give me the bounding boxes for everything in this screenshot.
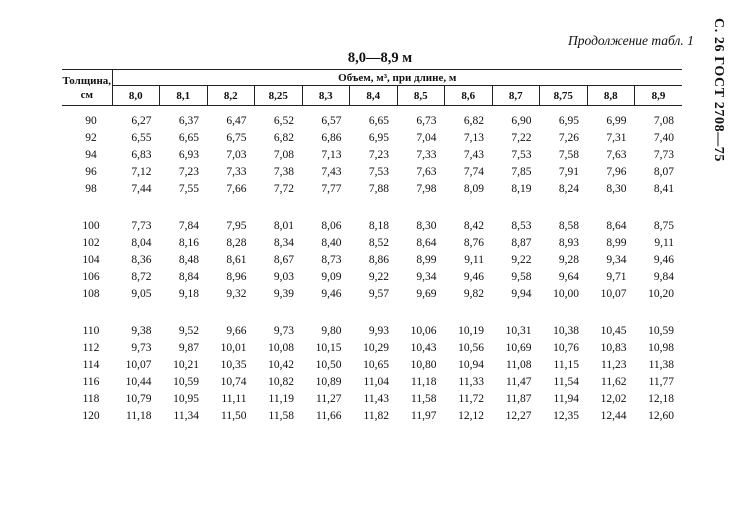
volume-cell: 8,52 — [368, 236, 389, 249]
volume-cell: 9,18 — [178, 287, 199, 300]
volume-cell: 10,00 — [553, 287, 579, 300]
volume-cell: 9,22 — [511, 253, 532, 266]
thickness-cell: 116 — [82, 375, 100, 388]
volume-cell: 7,63 — [416, 165, 437, 178]
length-header-cell: 8,75 — [540, 86, 588, 106]
volume-cell: 7,33 — [226, 165, 247, 178]
length-header-row — [62, 86, 682, 106]
volume-cell: 10,89 — [315, 375, 342, 388]
volume-cell: 9,34 — [606, 253, 627, 266]
volume-cell: 10,31 — [505, 324, 532, 337]
volume-cell: 11,62 — [601, 375, 627, 388]
volume-cell: 12,27 — [505, 409, 532, 422]
length-header-cell: 8,6 — [445, 86, 493, 106]
thickness-cell: 98 — [85, 182, 97, 195]
volume-cell: 7,08 — [273, 148, 294, 161]
volume-cell: 8,64 — [606, 219, 627, 232]
volume-cell: 9,11 — [464, 253, 484, 266]
volume-cell: 11,58 — [268, 409, 294, 422]
volume-cell: 8,19 — [511, 182, 532, 195]
volume-cell: 6,83 — [131, 148, 152, 161]
table-row — [62, 251, 682, 268]
volume-cell: 6,27 — [131, 114, 152, 127]
volume-cell: 10,69 — [505, 341, 532, 354]
volume-cell: 11,77 — [648, 375, 675, 388]
volume-cell: 8,48 — [178, 253, 199, 266]
volume-cell: 12,12 — [458, 409, 484, 422]
volume-cell: 9,93 — [368, 324, 389, 337]
volume-cell: 10,76 — [553, 341, 579, 354]
volume-cell: 8,30 — [606, 182, 627, 195]
thickness-cell: 104 — [82, 253, 100, 266]
volume-cell: 7,85 — [511, 165, 532, 178]
thickness-cell: 92 — [85, 131, 97, 144]
length-header-cell: 8,7 — [492, 86, 540, 106]
volume-cell: 8,87 — [511, 236, 532, 249]
volume-cell: 7,38 — [273, 165, 294, 178]
thickness-cell: 120 — [82, 409, 100, 422]
length-range-title: 8,0—8,9 м — [347, 50, 413, 66]
table-row — [62, 407, 682, 424]
volume-cell: 8,76 — [463, 236, 484, 249]
thickness-cell: 114 — [82, 358, 100, 371]
volume-group-header: Объем, м³, при длине, м — [112, 70, 682, 86]
thickness-cell: 118 — [82, 392, 100, 405]
volume-cell: 7,53 — [511, 148, 532, 161]
volume-cell: 9,46 — [321, 287, 342, 300]
volume-cell: 9,73 — [131, 341, 152, 354]
volume-cell: 10,07 — [125, 358, 152, 371]
volume-cell: 8,58 — [558, 219, 579, 232]
volume-cell: 6,86 — [321, 131, 342, 144]
volume-cell: 10,35 — [220, 358, 247, 371]
volume-cell: 7,23 — [368, 148, 389, 161]
volume-cell: 11,33 — [458, 375, 484, 388]
volume-cell: 11,72 — [458, 392, 484, 405]
volume-cell: 10,80 — [410, 358, 437, 371]
volume-cell: 6,57 — [321, 114, 342, 127]
volume-cell: 7,12 — [131, 165, 152, 178]
volume-cell: 8,93 — [558, 236, 579, 249]
volume-cell: 7,96 — [606, 165, 627, 178]
volume-cell: 7,55 — [178, 182, 199, 195]
volume-cell: 7,91 — [558, 165, 579, 178]
volume-cell: 10,95 — [173, 392, 199, 405]
volume-cell: 9,84 — [653, 270, 675, 283]
volume-cell: 10,19 — [458, 324, 484, 337]
volume-cell: 8,99 — [606, 236, 627, 249]
volume-cell: 10,65 — [363, 358, 389, 371]
volume-cell: 10,06 — [410, 324, 437, 337]
volume-cell: 8,96 — [226, 270, 247, 283]
volume-cell: 7,33 — [416, 148, 437, 161]
volume-cell: 6,93 — [178, 148, 199, 161]
length-header-cell: 8,3 — [302, 86, 350, 106]
volume-cell: 7,13 — [321, 148, 342, 161]
volume-cell: 11,54 — [553, 375, 579, 388]
volume-cell: 11,15 — [553, 358, 579, 371]
volume-cell: 10,45 — [600, 324, 627, 337]
volume-cell: 8,06 — [321, 219, 342, 232]
volume-cell: 7,72 — [273, 182, 294, 195]
volume-cell: 8,28 — [226, 236, 247, 249]
volume-cell: 11,47 — [506, 375, 532, 388]
volume-cell: 11,34 — [173, 409, 199, 422]
volume-cell: 8,07 — [653, 165, 675, 178]
volume-cell: 7,53 — [368, 165, 389, 178]
table-row — [62, 285, 682, 302]
volume-cell: 9,28 — [558, 253, 579, 266]
volume-cell: 9,09 — [321, 270, 342, 283]
length-header-cell: 8,5 — [397, 86, 445, 106]
volume-cell: 12,18 — [648, 392, 675, 405]
volume-cell: 9,87 — [178, 341, 199, 354]
volume-cell: 7,04 — [416, 131, 437, 144]
volume-cell: 10,98 — [648, 341, 675, 354]
volume-cell: 9,66 — [226, 324, 247, 337]
volume-cell: 7,43 — [321, 165, 342, 178]
group-spacer — [62, 302, 682, 322]
volume-cell: 9,94 — [511, 287, 532, 300]
volume-table — [62, 69, 682, 424]
volume-cell: 8,42 — [463, 219, 484, 232]
volume-cell: 6,73 — [416, 114, 437, 127]
volume-cell: 8,18 — [368, 219, 389, 232]
table-row — [62, 373, 682, 390]
volume-cell: 10,08 — [268, 341, 294, 354]
table-row — [62, 129, 682, 146]
volume-cell: 9,80 — [321, 324, 342, 337]
thickness-cell: 106 — [82, 270, 100, 283]
volume-cell: 9,22 — [368, 270, 389, 283]
table-row — [62, 268, 682, 285]
volume-cell: 8,84 — [178, 270, 199, 283]
volume-cell: 6,95 — [558, 114, 579, 127]
volume-cell: 7,95 — [226, 219, 247, 232]
volume-cell: 10,50 — [315, 358, 342, 371]
volume-cell: 9,38 — [131, 324, 152, 337]
volume-cell: 10,15 — [315, 341, 342, 354]
volume-cell: 8,75 — [653, 219, 675, 232]
volume-cell: 7,74 — [463, 165, 484, 178]
volume-cell: 10,21 — [173, 358, 199, 371]
table-row — [62, 356, 682, 373]
table-row — [62, 106, 682, 130]
volume-cell: 6,82 — [273, 131, 294, 144]
volume-cell: 10,79 — [125, 392, 152, 405]
volume-cell: 10,07 — [600, 287, 627, 300]
volume-cell: 8,16 — [178, 236, 199, 249]
volume-cell: 11,23 — [601, 358, 627, 371]
page-running-header: С. 26 ГОСТ 2708—75 — [711, 18, 726, 162]
volume-cell: 7,40 — [653, 131, 675, 144]
length-header-cell: 8,9 — [635, 86, 683, 106]
volume-cell: 7,26 — [558, 131, 579, 144]
volume-cell: 10,20 — [648, 287, 675, 300]
volume-cell: 9,34 — [416, 270, 437, 283]
thickness-cell: 100 — [82, 219, 100, 232]
group-spacer-cell — [62, 197, 682, 217]
volume-cell: 10,38 — [553, 324, 579, 337]
volume-cell: 11,82 — [363, 409, 389, 422]
table-row — [62, 180, 682, 197]
volume-cell: 8,34 — [273, 236, 294, 249]
volume-cell: 11,27 — [316, 392, 342, 405]
volume-cell: 10,59 — [648, 324, 675, 337]
volume-cell: 7,88 — [368, 182, 389, 195]
volume-cell: 7,77 — [321, 182, 342, 195]
volume-cell: 11,66 — [316, 409, 342, 422]
group-spacer — [62, 197, 682, 217]
volume-cell: 11,18 — [126, 409, 152, 422]
volume-cell: 9,39 — [273, 287, 294, 300]
volume-cell: 11,97 — [411, 409, 437, 422]
volume-cell: 10,43 — [410, 341, 437, 354]
length-header-cell: 8,8 — [587, 86, 635, 106]
group-spacer-cell — [62, 302, 682, 322]
volume-cell: 10,83 — [600, 341, 627, 354]
volume-cell: 11,19 — [268, 392, 294, 405]
volume-cell: 6,65 — [178, 131, 199, 144]
volume-cell: 7,13 — [463, 131, 484, 144]
volume-cell: 7,43 — [463, 148, 484, 161]
volume-cell: 12,35 — [553, 409, 579, 422]
volume-cell: 10,44 — [125, 375, 152, 388]
volume-cell: 6,99 — [606, 114, 627, 127]
volume-cell: 9,73 — [273, 324, 294, 337]
volume-cell: 9,57 — [368, 287, 389, 300]
volume-cell: 11,50 — [221, 409, 247, 422]
volume-cell: 6,55 — [131, 131, 152, 144]
thickness-cell: 90 — [85, 114, 97, 127]
volume-cell: 9,46 — [463, 270, 484, 283]
table-row — [62, 339, 682, 356]
volume-cell: 10,42 — [268, 358, 294, 371]
volume-cell: 8,53 — [511, 219, 532, 232]
volume-cell: 7,03 — [226, 148, 247, 161]
volume-cell: 10,94 — [458, 358, 484, 371]
length-header-cell: 8,25 — [255, 86, 303, 106]
volume-cell: 12,44 — [600, 409, 627, 422]
volume-cell: 8,30 — [416, 219, 437, 232]
volume-cell: 10,56 — [458, 341, 484, 354]
volume-cell: 10,59 — [173, 375, 199, 388]
volume-cell: 9,58 — [511, 270, 532, 283]
volume-cell: 8,09 — [463, 182, 484, 195]
table-row — [62, 146, 682, 163]
volume-cell: 8,61 — [226, 253, 247, 266]
volume-cell: 7,84 — [178, 219, 199, 232]
volume-cell: 9,71 — [606, 270, 627, 283]
thickness-cell: 112 — [82, 341, 100, 354]
volume-cell: 7,08 — [653, 114, 675, 127]
volume-cell: 7,63 — [606, 148, 627, 161]
volume-cell: 8,40 — [321, 236, 342, 249]
volume-cell: 11,38 — [648, 358, 675, 371]
volume-cell: 10,01 — [220, 341, 247, 354]
volume-table-body — [62, 106, 682, 425]
volume-cell: 11,87 — [506, 392, 532, 405]
table-row — [62, 163, 682, 180]
length-header-cell: 8,0 — [112, 86, 160, 106]
volume-cell: 9,03 — [273, 270, 294, 283]
volume-cell: 7,98 — [416, 182, 437, 195]
volume-cell: 7,73 — [131, 219, 152, 232]
volume-cell: 7,23 — [178, 165, 199, 178]
length-header-cell: 8,1 — [160, 86, 208, 106]
volume-cell: 8,64 — [416, 236, 437, 249]
volume-cell: 6,47 — [226, 114, 247, 127]
volume-cell: 6,52 — [273, 114, 294, 127]
thickness-cell: 102 — [82, 236, 100, 249]
volume-cell: 11,08 — [506, 358, 532, 371]
volume-cell: 7,22 — [511, 131, 532, 144]
volume-cell: 8,67 — [273, 253, 294, 266]
volume-cell: 9,11 — [654, 236, 675, 249]
volume-cell: 11,94 — [553, 392, 579, 405]
volume-cell: 6,82 — [463, 114, 484, 127]
volume-cell: 11,58 — [411, 392, 437, 405]
volume-cell: 8,86 — [368, 253, 389, 266]
volume-cell: 8,99 — [416, 253, 437, 266]
volume-cell: 8,24 — [558, 182, 579, 195]
volume-cell: 8,72 — [131, 270, 152, 283]
volume-cell: 6,37 — [178, 114, 199, 127]
table-row — [62, 234, 682, 251]
volume-cell: 6,65 — [368, 114, 389, 127]
volume-cell: 9,32 — [226, 287, 247, 300]
volume-cell: 10,82 — [268, 375, 294, 388]
volume-cell: 6,95 — [368, 131, 389, 144]
volume-cell: 7,73 — [653, 148, 675, 161]
thickness-cell: 110 — [82, 324, 100, 337]
volume-cell: 8,01 — [273, 219, 294, 232]
table-continuation-label: Продолжение табл. 1 — [568, 33, 694, 48]
volume-cell: 9,52 — [178, 324, 199, 337]
volume-cell: 10,29 — [363, 341, 389, 354]
volume-cell: 8,36 — [131, 253, 152, 266]
volume-cell: 9,69 — [416, 287, 437, 300]
volume-cell: 10,74 — [220, 375, 247, 388]
thickness-column-header: Толщина, см — [62, 70, 112, 106]
volume-cell: 9,46 — [653, 253, 675, 266]
volume-cell: 11,43 — [363, 392, 389, 405]
volume-cell: 8,73 — [321, 253, 342, 266]
volume-cell: 9,05 — [131, 287, 152, 300]
table-row — [62, 217, 682, 234]
volume-cell: 6,90 — [511, 114, 532, 127]
volume-cell: 11,18 — [411, 375, 437, 388]
volume-cell: 11,04 — [363, 375, 389, 388]
volume-cell: 7,31 — [606, 131, 627, 144]
volume-cell: 12,02 — [600, 392, 627, 405]
volume-cell: 7,44 — [131, 182, 152, 195]
volume-cell: 11,11 — [221, 392, 247, 405]
volume-cell: 8,04 — [131, 236, 152, 249]
volume-cell: 6,75 — [226, 131, 247, 144]
volume-cell: 7,66 — [226, 182, 247, 195]
volume-cell: 7,58 — [558, 148, 579, 161]
length-header-cell: 8,4 — [350, 86, 398, 106]
volume-cell: 8,41 — [653, 182, 675, 195]
table-row — [62, 322, 682, 339]
length-header-cell: 8,2 — [207, 86, 255, 106]
thickness-cell: 94 — [85, 148, 97, 161]
thickness-cell: 108 — [82, 287, 100, 300]
thickness-cell: 96 — [85, 165, 97, 178]
table-row — [62, 390, 682, 407]
volume-cell: 12,60 — [648, 409, 675, 422]
volume-cell: 9,64 — [558, 270, 579, 283]
volume-cell: 9,82 — [463, 287, 484, 300]
